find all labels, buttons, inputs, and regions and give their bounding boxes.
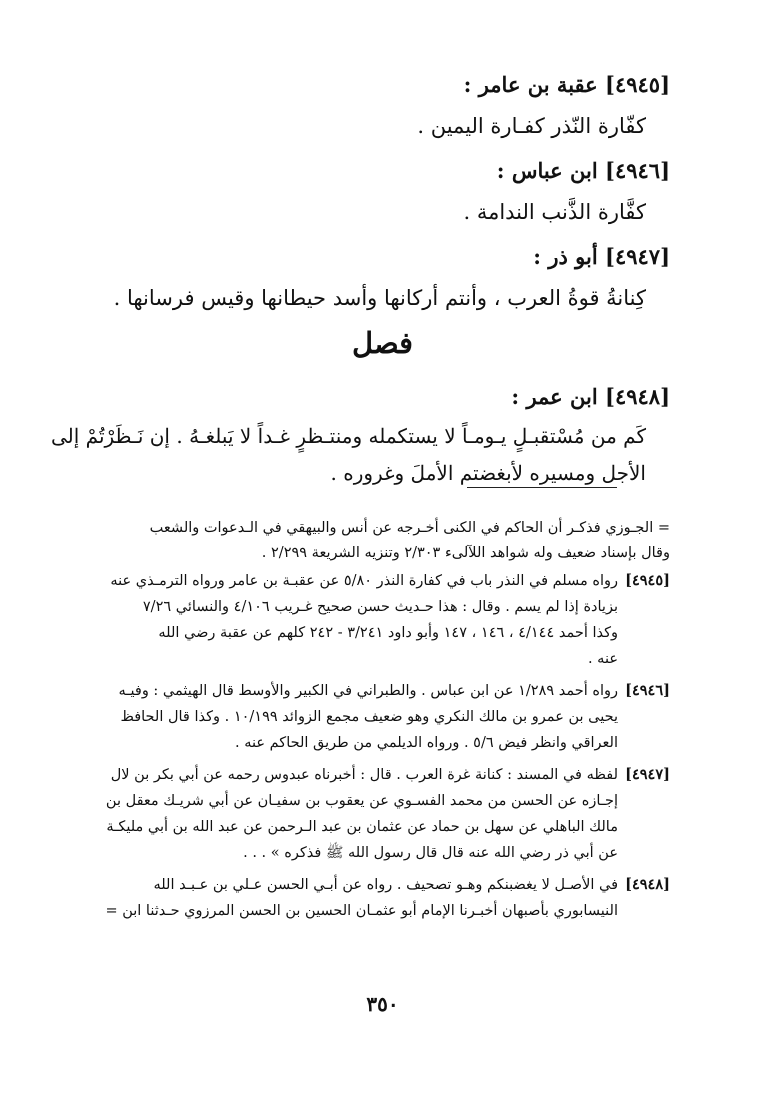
footnote-4946 xyxy=(30,678,670,756)
page-number: ٣٥٠ xyxy=(366,992,399,1016)
footnote-4947 xyxy=(30,762,670,866)
footnote-line: رواه مسلم في النذر باب في كفارة النذر ٥/٨٠ عن عقبـة بن عامر ورواه الترمـذي عنه xyxy=(110,573,618,589)
footnote-line: عن أبي ذر رضي الله عنه قال قال رسول الله ﷺ فذكره » . . . xyxy=(243,845,618,861)
footnote-line: = الجـوزي فذكـر أن الحاكم في الكنى أخـرجه عن أنس والبيهقي في الـدعوات والشعب xyxy=(149,520,670,536)
footnote-separator xyxy=(467,487,617,488)
entry-text-line-1: كَم من مُسْتقبـلٍ يـومـاً لا يستكمله ومنتـظرٍ غـداً لا يَبلغـهُ . إن نَـظَرْتُمْ إلى xyxy=(50,424,646,448)
footnote-number: [٤٩٤٧] xyxy=(625,766,670,783)
entry-4945 xyxy=(70,70,670,144)
footnote-line: وكذا أحمد ٤/١٤٤ ، ١٤٦ ، ١٤٧ وأبو داود ٣/٢٤١ - ٢٤٢ كلهم عن عقبة رضي الله xyxy=(158,625,618,641)
entry-4947 xyxy=(70,242,670,316)
footnote-number: [٤٩٤٨] xyxy=(625,876,670,893)
entry-text: كفّارة النّذر كفـارة اليمين . xyxy=(417,114,646,138)
entry-text: كفَّارة الذَّنب الندامة . xyxy=(463,200,646,224)
footnote-line: وقال بإسناد ضعيف وله شواهد اللآلىء ٢/٣٠٣ وتنزيه الشريعة ٢/٢٩٩ . xyxy=(261,545,670,561)
entry-heading: [٤٩٤٦] ابن عباس : xyxy=(496,158,670,183)
footnote-line: بزيادة إذا لم يسم . وقال : هذا حـديث حسن صحيح غـريب ٤/١٠٦ والنسائي ٧/٢٦ xyxy=(142,599,618,615)
entry-4946 xyxy=(70,156,670,230)
footnote-4948 xyxy=(30,872,670,924)
footnote-continuation xyxy=(70,516,670,566)
footnote-line: يحيى بن عمرو بن مالك النكري وهو ضعيف مجمع الزوائد ١٠/١٩٩ . وكذا قال الحافظ xyxy=(120,709,618,725)
entry-heading: [٤٩٤٥] عقبة بن عامر : xyxy=(463,72,670,97)
footnote-line: عنه . xyxy=(587,651,618,667)
section-title: فصل xyxy=(352,326,413,360)
footnote-line: مالك الباهلي عن سهل بن حماد عن عثمان بن عبد الـرحمن عن عبد الله بن أبي مليكـة xyxy=(106,819,618,835)
footnote-line: إجـازه عن الحسن من محمد الفسـوي عن يعقوب بن سفيـان عن أبي شريـك معقل بن xyxy=(105,793,618,809)
entry-text: كِنانةُ قوةُ العرب ، وأنتم أركانها وأسد حيطانها وقيس فرسانها . xyxy=(113,286,646,310)
footnote-4945 xyxy=(30,568,670,672)
footnote-line: النيسابوري بأصبهان أخبـرنا الإمام أبو عثمـان الحسين بن الحسن المرزوي حـدثنا ابن = xyxy=(105,903,618,919)
footnote-number: [٤٩٤٥] xyxy=(625,572,670,589)
footnote-line: العراقي وانظر فيض ٥/٦ . ورواه الديلمي من طريق الحاكم عنه . xyxy=(235,735,618,751)
footnote-line: في الأصـل لا يغضبنكم وهـو تصحيف . رواه عن أبـي الحسن عـلي بن عـبـد الله xyxy=(153,877,618,893)
footnote-number: [٤٩٤٦] xyxy=(625,682,670,699)
footnotes xyxy=(30,568,670,930)
entry-text-line-2: الأجل ومسيره لأبغضتم الأملَ وغروره . xyxy=(330,461,646,485)
footnote-line: رواه أحمد ١/٢٨٩ عن ابن عباس . والطبراني في الكبير والأوسط قال الهيثمي : وفيـه xyxy=(118,683,618,699)
entry-heading: [٤٩٤٨] ابن عمر : xyxy=(511,384,670,409)
entry-heading: [٤٩٤٧] أبو ذر : xyxy=(533,244,670,269)
entry-4948 xyxy=(50,382,670,492)
footnote-line: لفظه في المسند : كنانة غرة العرب . قال : أخبرناه عبدوس رحمه عن أبي بكر بن لال xyxy=(110,767,618,783)
